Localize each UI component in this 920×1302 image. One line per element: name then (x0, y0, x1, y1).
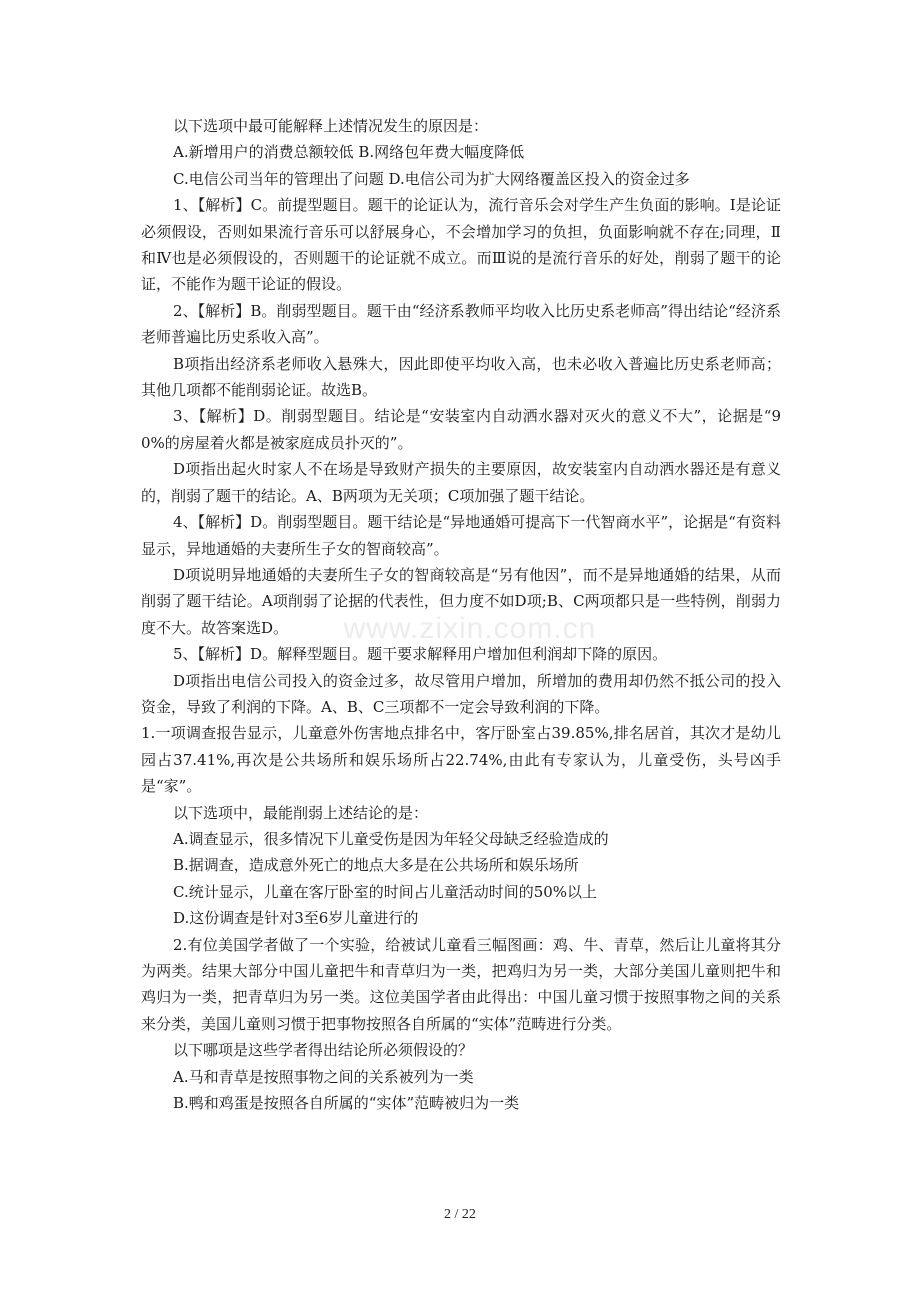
paragraph: D项指出电信公司投入的资金过多，故尽管用户增加，所增加的费用却仍然不抵公司的投入资金，导致了利润的下降。A、B、C三项都不一定会导致利润的下降。 (141, 671, 781, 716)
paragraph: D项指出起火时家人不在场是导致财产损失的主要原因，故安装室内自动洒水器还是有意义的，削弱了题干的结论。A、B两项为无关项；C项加强了题干结论。 (141, 460, 781, 505)
paragraph: B.据调查，造成意外死亡的地点大多是在公共场所和娱乐场所 (173, 856, 579, 875)
paragraph: 以下哪项是这些学者得出结论所必须假设的？ (173, 1041, 474, 1060)
page-number: 2 / 22 (444, 1207, 476, 1222)
paragraph: 以下选项中，最能削弱上述结论的是： (173, 803, 429, 822)
paragraph: 5、【解析】D。解释型题目。题干要求解释用户增加但利润却下降的原因。 (173, 645, 668, 664)
paragraph: C.统计显示，儿童在客厅卧室的时间占儿童活动时间的50%以上 (173, 882, 598, 901)
paragraph: 1、【解析】C。前提型题目。题干的论证认为，流行音乐会对学生产生负面的影响。Ⅰ是论证必须假设，否则如果流行音乐可以舒展身心，不会增加学习的负担，负面影响就不存在;同理，Ⅱ和Ⅳ也是必须假设的，否则题干的论证就不成立。而Ⅲ说的是流行音乐的好处，削弱了题干的论证，不能作为题干论证的假设。 (141, 196, 781, 294)
paragraph: 1.一项调查报告显示，儿童意外伤害地点排名中，客厅卧室占39.85%,排名居首，其次才是幼儿园占37.41%,再次是公共场所和娱乐场所占22.74%,由此有专家认为，儿童受伤，头号凶手是“家”。 (141, 724, 781, 796)
paragraph: 2.有位美国学者做了一个实验，给被试儿童看三幅图画：鸡、牛、青草，然后让儿童将其分为两类。结果大部分中国儿童把牛和青草归为一类，把鸡归为另一类，大部分美国儿童则把牛和鸡归为一类，把青草归为另一类。这位美国学者由此得出：中国儿童习惯于按照事物之间的关系来分类，美国儿童则习惯于把事物按照各自所属的“实体”范畴进行分类。 (141, 935, 781, 1033)
paragraph: C.电信公司当年的管理出了问题 D.电信公司为扩大网络覆盖区投入的资金过多 (173, 169, 690, 188)
paragraph: D.这份调查是针对3至6岁儿童进行的 (173, 909, 419, 928)
paragraph: 3、【解析】D。削弱型题目。结论是“安装室内自动洒水器对灭火的意义不大”，论据是“90%的房屋着火都是被家庭成员扑灭的”。 (141, 407, 781, 452)
paragraph: B项指出经济系老师收入悬殊大，因此即使平均收入高，也未必收入普遍比历史系老师高；其他几项都不能削弱论证。故选B。 (141, 354, 781, 400)
paragraph: D项说明异地通婚的夫妻所生子女的智商较高是“另有他因”，而不是异地通婚的结果，从而削弱了题干结论。A项削弱了论据的代表性，但力度不如D项;B、C两项都只是一些特例，削弱力度不大。故答案选D。 (141, 565, 781, 637)
paragraph: 4、【解析】D。削弱型题目。题干结论是“异地通婚可提高下一代智商水平”，论据是“有资料显示，异地通婚的夫妻所生子女的智商较高”。 (141, 513, 781, 558)
paragraph: A.调查显示，很多情况下儿童受伤是因为年轻父母缺乏经验造成的 (173, 829, 609, 848)
document-body (141, 113, 781, 1116)
paragraph: 2、【解析】B。削弱型题目。题干由“经济系教师平均收入比历史系老师高”得出结论“经济系老师普遍比历史系收入高”。 (141, 301, 781, 347)
paragraph: A.新增用户的消费总额较低 B.网络包年费大幅度降低 (173, 143, 525, 162)
paragraph: A.马和青草是按照事物之间的关系被列为一类 (173, 1067, 474, 1086)
paragraph: B.鸭和鸡蛋是按照各自所属的“实体”范畴被归为一类 (173, 1094, 520, 1113)
paragraph: 以下选项中最可能解释上述情况发生的原因是： (173, 117, 489, 135)
watermark-text: www.zixin.com.cn (343, 612, 597, 645)
